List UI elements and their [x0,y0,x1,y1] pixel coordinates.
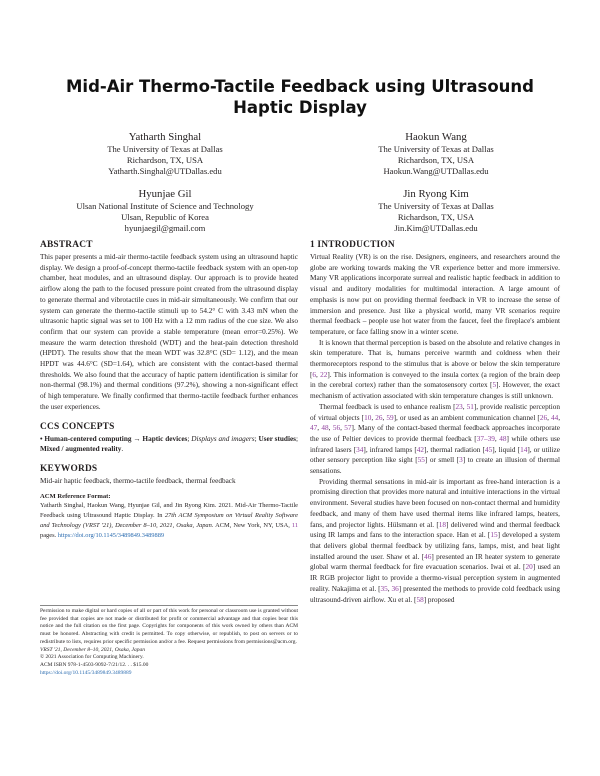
italic-term: 27th ACM Symposium on Virtual Reality Software and Technology (VRST '21), December 8–10, 2021, Osaka, Japan. [40,512,298,530]
doi-link[interactable]: https://doi.org/10.1145/3489849.3489889 [40,669,132,676]
intro-paragraph: Providing thermal sensations in mid-air is important as free-hand interaction is a promising direction that provides more natural and intuitive interactions in the virtual environment. Several studies have been focused on non-contact thermal and humidity feedback, and many of them have used thermal items like infrared lamps, heaters, fans, and projector lights. Hülsmann et al. [18] delivered wind and thermal feedback using IR lamps and fans to the interaction space. Han et al. [15] developed a system that delivers global thermal feedback by utilizing fans, lamps, mist, and heat light installed around the user. Shaw et al. [46] presented an IR heater system to generate global warm thermal feedback for fire evacuation scenarios. Iwai et al. [20] used an IR RGB projector light to provide a thermo-visual perception system in augmented reality. Nakajima et al. [35, 36] presented the methods to provide cold feedback using ultrasound-driven airflow. Xu et al. [58] proposed [310,477,561,604]
ccs-concepts: • Human-centered computing → Haptic devices; Displays and imagers; User studies; Mixed / augmented reality. [40,434,299,454]
keywords-text: Mid-air haptic feedback, thermo-tactile feedback, thermal feedback [40,476,236,485]
citation-link[interactable]: 45 [484,445,493,454]
citation-link[interactable]: 15 [490,531,498,540]
citation-link[interactable]: 42 [416,445,424,454]
author-block [35,187,295,234]
author-name: Jin Ryong Kim [403,188,469,200]
citation-link[interactable]: 57 [344,424,352,433]
keywords-heading: KEYWORDS [40,463,98,474]
citation-link[interactable]: 26 [539,413,548,422]
acm-reference [40,492,298,541]
author-location: Richardson, TX, USA [397,212,475,222]
citation-link[interactable]: 6 [312,370,317,379]
author-affiliation: The University of Texas at Dallas [107,144,223,154]
author-email: Jin.Kim@UTDallas.edu [394,223,478,233]
italic-term: Displays and imagers [191,434,255,443]
bold-term: • Human-centered computing → Haptic devices [40,434,188,443]
copyright-footnote [40,608,298,677]
permission-text: Permission to make digital or hard copies of all or part of this work for personal or classroom use is granted without fee provided that copies are not made or distributed for profit or commercial advantage and that copies bear this notice and the full citation on the first page. Copyrights for components of this work owned by others than ACM must be honored. Abstracting with credit is permitted. To copy otherwise, or republish, to post on servers or to redistribute to lists, requires prior specific permission and/or a fee. Request permissions from permissions@acm.org. [40,608,298,645]
author-name: Haokun Wang [405,131,467,143]
citation-link[interactable]: 10 [364,413,372,422]
citation-link[interactable]: 23 [455,402,463,411]
left-column [40,240,298,541]
author-location: Richardson, TX, USA [397,155,475,165]
author-affiliation: The University of Texas at Dallas [378,144,494,154]
citation-link[interactable]: 34 [356,445,364,454]
author-email: Yatharth.Singhal@UTDallas.edu [108,166,222,176]
citation-link[interactable]: 26 [375,413,383,422]
citation-link[interactable]: 44 [550,413,559,422]
intro-paragraph: Virtual Reality (VR) is on the rise. Designers, engineers, and researchers around the globe are working towards making the VR experience better and more immersive. Many VR applications incorporate surreal and realistic haptic feedback in addition to visual and auditory modalities for multimodal interaction. A large amount of emphasis is now put on providing thermal feedback in VR to increase the sense of immersion and presence. Just like a physical world, many VR scenarios require thermal feedback – people use hot water from the faucet, feel the fireplace's ambient temperature, or face falling snow in a winter scene. [310,253,560,336]
citation-link[interactable]: 55 [417,456,425,465]
citation-link[interactable]: 56 [332,424,341,433]
citation-link[interactable]: 20 [525,563,533,572]
citation-link[interactable]: 36 [391,584,399,593]
acm-reference-text: Yatharth Singhal, Haokun Wang, Hyunjae Gil, and Jin Ryong Kim. 2021. Mid-Air Thermo-Tactile Feedback using Ultrasound Haptic Display. In 27th ACM Symposium on Virtual Reality Software and Technology (VRST '21), December 8–10, 2021, Osaka, Japan. ACM, New York, NY, USA, 11 pages. https://doi.org/10.1145/3489849.3489889 [40,502,299,539]
abstract-heading: ABSTRACT [40,240,93,250]
right-column [310,240,560,605]
intro-paragraph: Thermal feedback is used to enhance realism [23, 51], provide realistic perception of virtual objects [10, 26, 59], or used as an ambient communication channel [26, 44, 47, 48, 56, 57]. Many of the contact-based thermal feedback approaches incorporate the use of Peltier devices to provide thermal feedback [37–39, 48] while others use infrared lasers [34], infrared lamps [42], thermal radiation [45], liquid [14], or utilize other sensory perception like sight [55] or smell [3] to create an illusion of thermal sensations. [310,402,561,476]
abstract-text: This paper presents a mid-air thermo-tactile feedback system using an ultrasound haptic display. We design a proof-of-concept thermo-tactile feedback system with an open-top chamber, heat modules, and an ultrasound display. Our approach is to provide heated airflow along the path to the focused pressure point created from the ultrasound display to generate thermal and vibrotactile cues in mid-air simultaneously. We confirm that our system can generate the thermo-tactile stimuli up to 54.2° C with 3.43 mN when the ultrasonic haptic signal was set to 100 Hz with a 12 mm radius of the cue size. We also confirm that our system can provide a stable temperature (mean error=0.25%). We measure the warm detection threshold (WDT) and the heat-pain detection threshold (HPDT). The results show that the mean WDT was 32.8°C (SD= 1.12), and the mean HPDT was 44.6°C (SD=1.64), which are consistent with the contact-based thermal thresholds. We also found that the accuracy of haptic pattern identification is similar for non-thermal (98.1%) and thermal conditions (97.2%), showing a non-significant effect of high temperature. We finally confirmed that thermo-tactile feedback further enhances the user experiences. [40,253,298,411]
doi-link[interactable]: https://doi.org/10.1145/3489849.3489889 [57,531,165,539]
author-location: Ulsan, Republic of Korea [121,212,209,222]
author-block [306,187,566,234]
citation-link[interactable]: 48 [499,434,507,443]
citation-link[interactable]: 37–39 [476,434,495,443]
copyright-text: © 2021 Association for Computing Machinery. [40,654,144,661]
author-affiliation: The University of Texas at Dallas [378,201,494,211]
citation-link[interactable]: 14 [520,445,528,454]
isbn-text: ACM ISBN 978-1-4503-9092-7/21/12. . . $15.00 [40,661,149,668]
bold-term: User studies [258,434,296,443]
citation-link[interactable]: 58 [416,595,424,604]
acm-reference-label: ACM Reference Format: [40,492,111,500]
citation-link[interactable]: 35 [380,584,388,593]
citation-link[interactable]: 46 [424,552,432,561]
citation-link[interactable]: 47 [310,424,318,433]
author-block [306,130,566,177]
citation-link[interactable]: 48 [321,424,329,433]
citation-link[interactable]: 11 [291,522,299,530]
citation-link[interactable]: 59 [386,413,394,422]
paper-title: Mid-Air Thermo-Tactile Feedback using Ultrasound Haptic Display [66,77,534,117]
author-name: Hyunjae Gil [138,188,192,200]
introduction-heading: 1 INTRODUCTION [310,240,395,250]
ccs-heading: CCS CONCEPTS [40,421,115,432]
venue-text: VRST '21, December 8–10, 2021, Osaka, Japan [40,646,145,653]
author-email: hyunjaegil@gmail.com [124,223,206,233]
intro-paragraph: It is known that thermal perception is based on the absolute and relative changes in skin temperature. That is, humans perceive warmth and coldness when their thermoreceptors respond to the stimulus that is above or below the skin temperature [6, 22]. This information is conveyed to the insula cortex (a region of the brain deep in the cerebral cortex) rather than the somatosensory cortex [5]. However, the exact mechanism of activation associated with skin temperature changes is still unknown. [310,338,560,401]
author-name: Yatharth Singhal [128,131,202,143]
footnote-divider [40,605,298,606]
citation-link[interactable]: 5 [492,381,497,390]
author-affiliation: Ulsan National Institute of Science and Technology [76,201,254,211]
citation-link[interactable]: 22 [320,370,328,379]
author-block [35,130,295,177]
bold-term: Mixed / augmented reality [40,445,122,454]
author-email: Haokun.Wang@UTDallas.edu [383,166,489,176]
citation-link[interactable]: 18 [438,520,447,529]
author-location: Richardson, TX, USA [126,155,204,165]
citation-link[interactable]: 51 [466,402,474,411]
citation-link[interactable]: 3 [459,456,463,465]
